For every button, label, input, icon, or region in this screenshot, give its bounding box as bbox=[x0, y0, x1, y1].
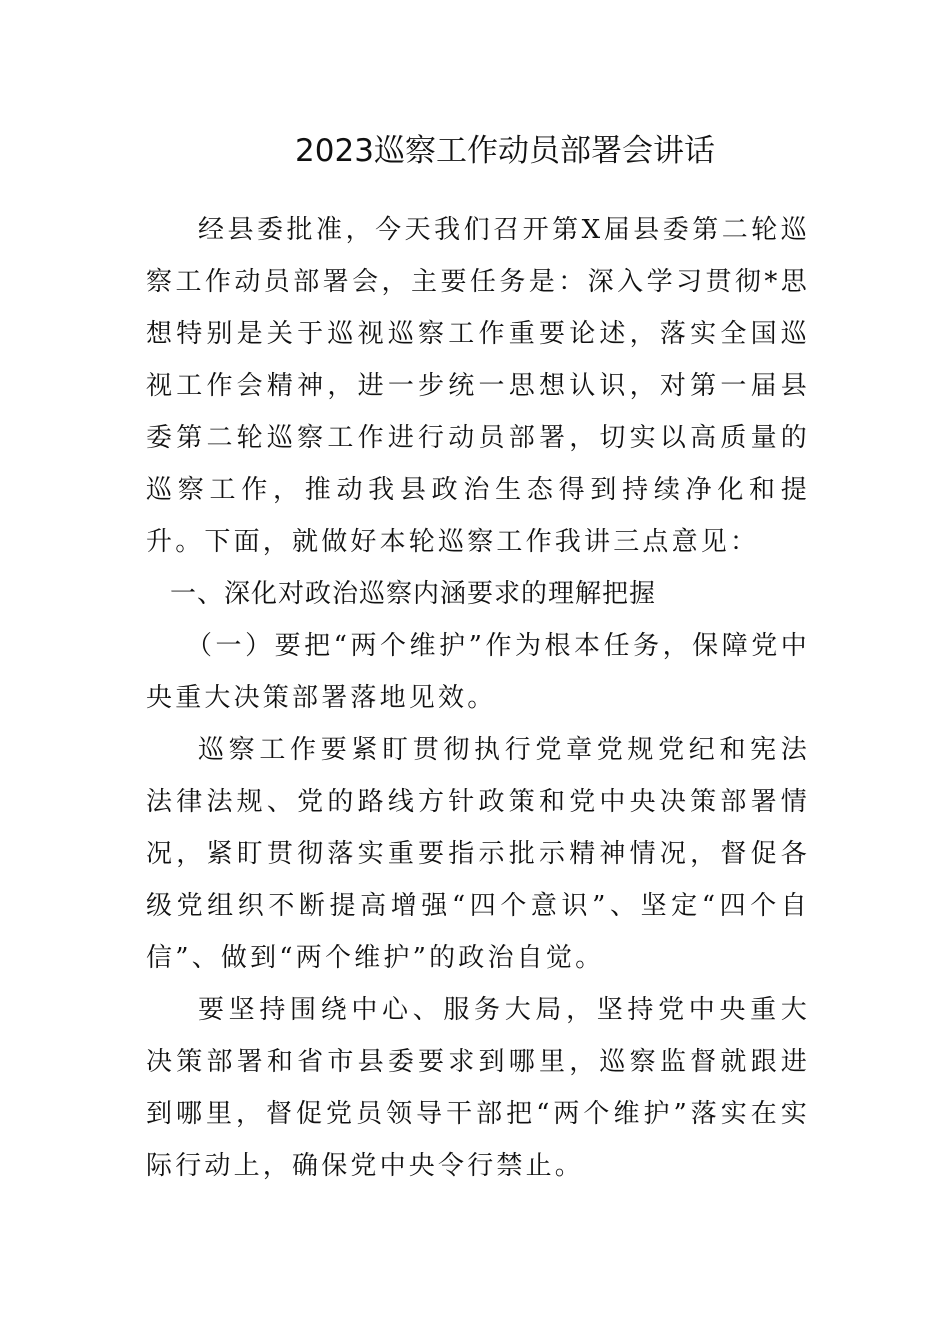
section-heading: 一、深化对政治巡察内涵要求的理解把握 bbox=[170, 579, 657, 609]
document-title: 2023巡察工作动员部署会讲话 bbox=[295, 133, 715, 169]
intro-paragraph: 经县委批准，今天我们召开第X届县委第二轮巡察工作动员部署会，主要任务是：深入学习贯彻*思想特别是关于巡视巡察工作重要论述，落实全国巡视工作会精神，进一步统一思想认识，对第一届县委第二轮巡察工作进行动员部署，切实以高质量的巡察工作，推动我县政治生态得到持续净化和提升。下面，就做好本轮巡察工作我讲三点意见： bbox=[146, 215, 810, 557]
subsection-heading: （一）要把“两个维护”作为根本任务，保障党中央重大决策部署落地见效。 bbox=[146, 631, 810, 713]
document-body bbox=[146, 204, 810, 1192]
body-paragraph: 要坚持围绕中心、服务大局，坚持党中央重大决策部署和省市县委要求到哪里，巡察监督就跟进到哪里，督促党员领导干部把“两个维护”落实在实际行动上，确保党中央令行禁止。 bbox=[146, 995, 810, 1181]
body-paragraph: 巡察工作要紧盯贯彻执行党章党规党纪和宪法法律法规、党的路线方针政策和党中央决策部署情况，紧盯贯彻落实重要指示批示精神情况，督促各级党组织不断提高增强“四个意识”、坚定“四个自信”、做到“两个维护”的政治自觉。 bbox=[146, 735, 810, 973]
